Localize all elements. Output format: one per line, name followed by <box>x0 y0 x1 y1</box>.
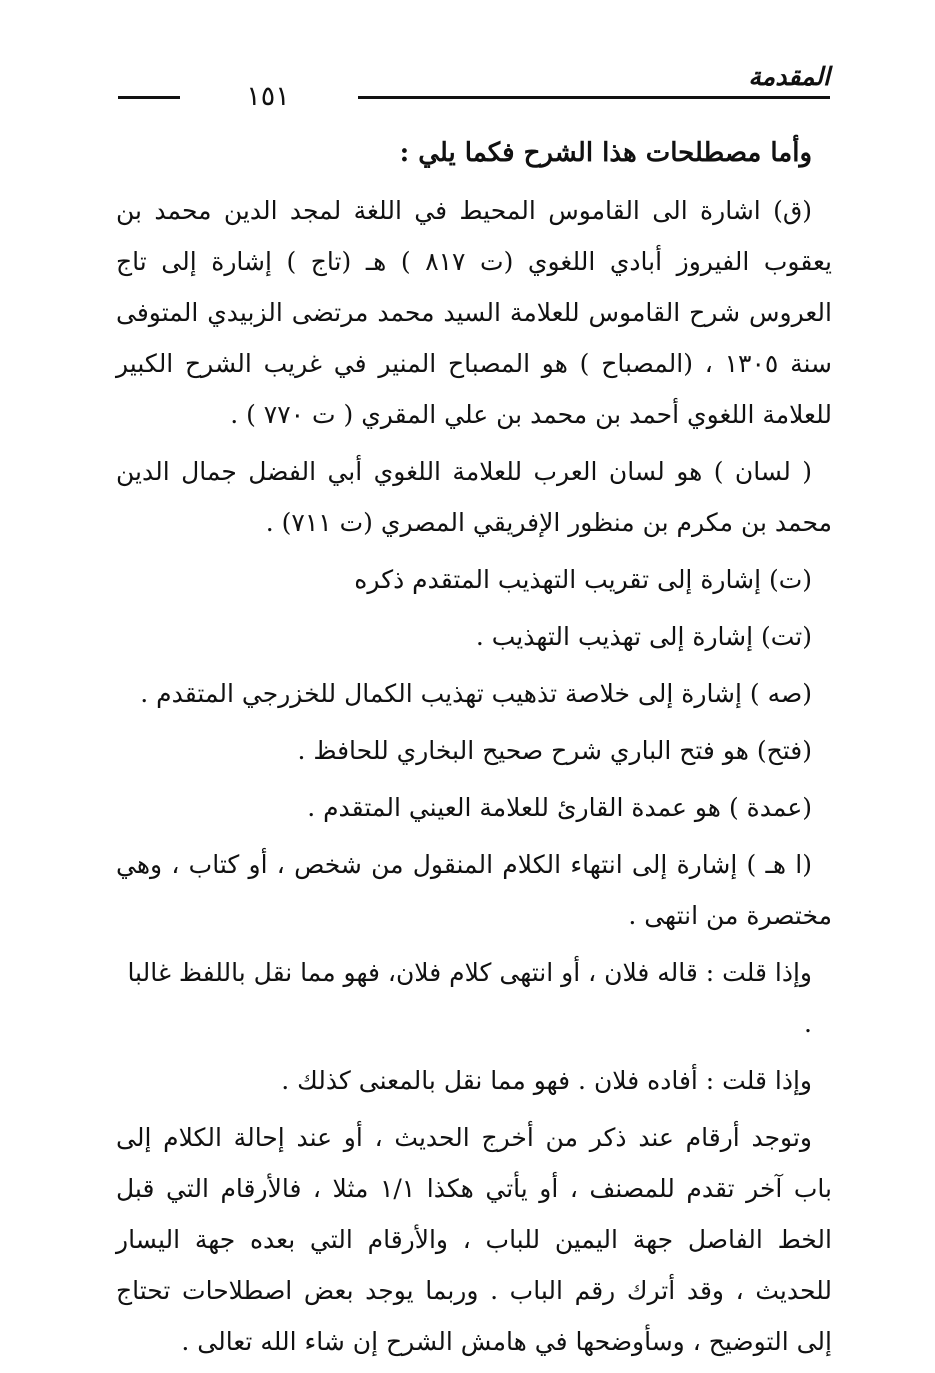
page-body <box>116 128 832 1373</box>
paragraph-lisan: ( لسان ) هو لسان العرب للعلامة اللغوي أبي الفضل جمال الدين محمد بن مكرم بن منظور الإفريقي المصري (ت ٧١١) . <box>116 457 832 537</box>
paragraph-numbers: وتوجد أرقام عند ذكر من أخرج الحديث ، أو عند إحالة الكلام إلى باب آخر تقدم للمصنف ، أو يأتي هكذا ١/١ مثلا ، فالأرقام التي قبل الخط الفاصل جهة اليمين للباب ، والأرقام التي بعده جهة اليسار للحديث ، وقد أترك رقم الباب . وربما يوجد بعض اصطلاحات تحتاج إلى التوضيح ، وسأوضحها في هامش الشرح إن شاء الله تعالى . <box>116 1123 832 1356</box>
abbreviation-khulasa: (صه ) إشارة إلى خلاصة تذهيب تهذيب الكمال للخزرجي المتقدم . <box>140 679 812 708</box>
running-header <box>118 62 830 122</box>
header-rule <box>358 96 830 99</box>
paragraph-intaha: (ا هـ ) إشارة إلى انتهاء الكلام المنقول من شخص ، أو كتاب ، وهي مختصرة من انتهى . <box>116 850 832 930</box>
header-rule-short <box>118 96 180 99</box>
abbreviation-tahdhib: (تت) إشارة إلى تهذيب التهذيب . <box>475 622 812 651</box>
page-number: ١٥١ <box>246 81 290 112</box>
abbreviation-umda: (عمدة ) هو عمدة القارئ للعلامة العيني المتقدم . <box>307 793 812 822</box>
paragraph-qamus: (ق) اشارة الى القاموس المحيط في اللغة لمجد الدين محمد بن يعقوب الفيروز أبادي اللغوي (ت ٨١٧ ) هـ (تاج ) إشارة إلى تاج العروس شرح القاموس للعلامة السيد محمد مرتضى الزبيدي المتوفى سنة ١٣٠٥ ، (المصباح ) هو المصباح المنير في غريب الشرح الكبير للعلامة اللغوي أحمد بن محمد بن علي المقري ( ت ٧٧٠ ) . <box>116 196 833 429</box>
paragraph-qultu-lafz: وإذا قلت : قاله فلان ، أو انتهى كلام فلان، فهو مما نقل باللفظ غالبا . <box>127 958 812 1038</box>
section-heading: وأما مصطلحات هذا الشرح فكما يلي : <box>399 138 812 168</box>
paragraph-qultu-mana: وإذا قلت : أفاده فلان . فهو مما نقل بالمعنى كذلك . <box>281 1066 812 1095</box>
abbreviation-taqrib: (ت) إشارة إلى تقريب التهذيب المتقدم ذكره <box>354 565 812 594</box>
abbreviation-fath: (فتح) هو فتح الباري شرح صحيح البخاري للحافظ . <box>297 736 812 765</box>
chapter-title: المقدمة <box>748 62 830 91</box>
